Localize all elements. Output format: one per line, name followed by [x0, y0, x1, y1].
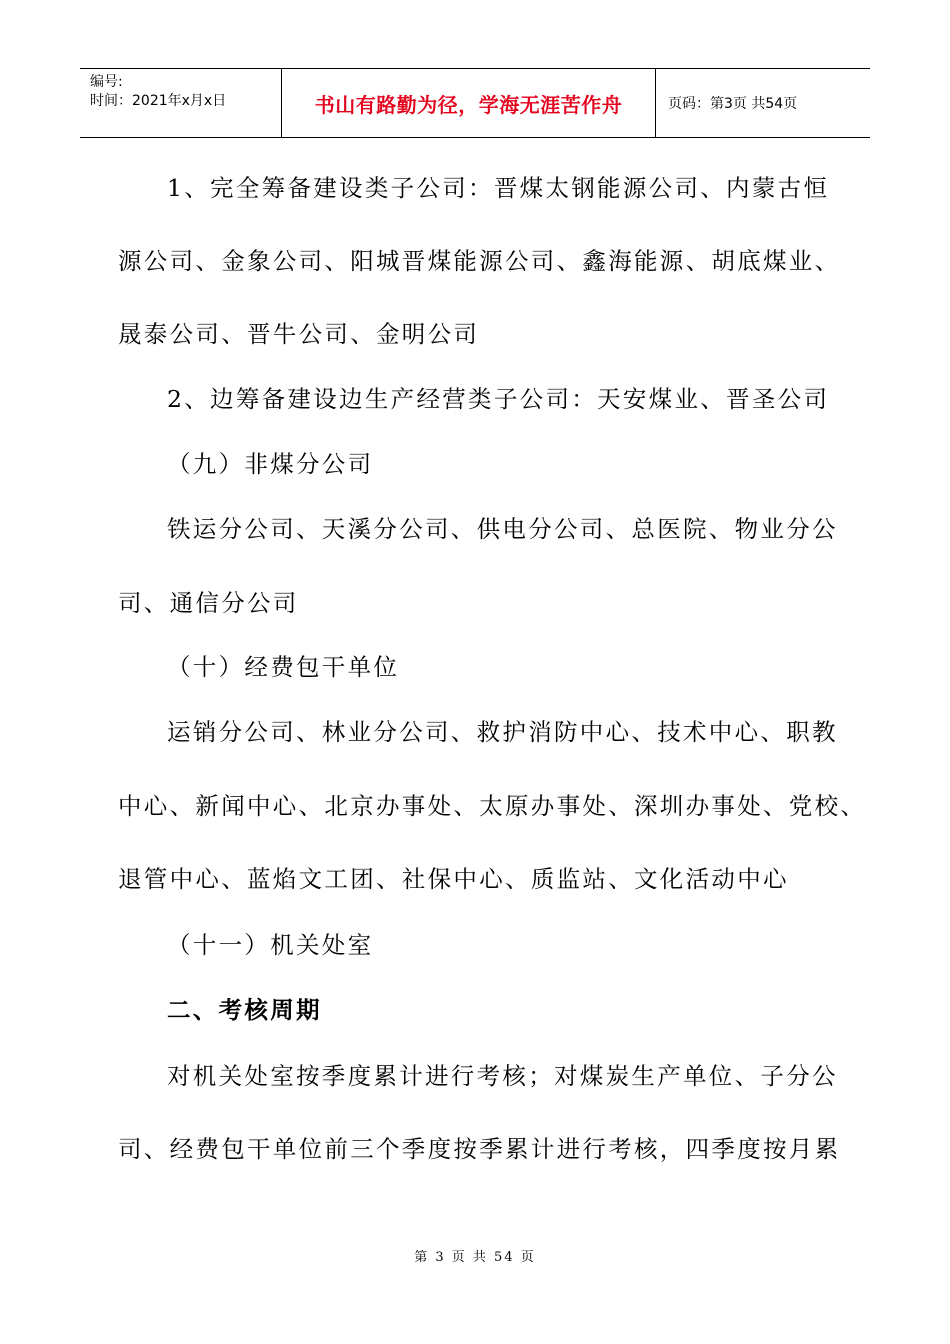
paragraph-line: 1、完全筹备建设类子公司：晋煤太钢能源公司、内蒙古恒	[167, 174, 830, 202]
paragraph-line: 司、通信分公司	[118, 589, 299, 617]
section-heading: （十一）机关处室	[167, 931, 374, 959]
header-meta	[80, 69, 282, 137]
paragraph-line: 司、经费包干单位前三个季度按季累计进行考核，四季度按月累	[118, 1135, 841, 1163]
section-heading: （十）经费包干单位	[167, 653, 400, 681]
section-heading: （九）非煤分公司	[167, 450, 374, 478]
paragraph-line: 对机关处室按季度累计进行考核；对煤炭生产单位、子分公	[167, 1062, 838, 1090]
paragraph-line: 中心、新闻中心、北京办事处、太原办事处、深圳办事处、党校、	[118, 792, 867, 820]
paragraph-line: 铁运分公司、天溪分公司、供电分公司、总医院、物业分公	[167, 515, 838, 543]
header-page-label: 页码：第3页 共54页	[668, 96, 798, 112]
header-motto-cell	[282, 69, 656, 137]
paragraph-line: 2、边筹备建设边生产经营类子公司：天安煤业、晋圣公司	[167, 385, 830, 413]
number-label: 编号:	[90, 74, 123, 90]
page-header	[80, 68, 870, 138]
page-footer: 第 3 页 共 54 页	[414, 1250, 536, 1265]
chapter-heading: 二、考核周期	[167, 996, 322, 1024]
paragraph-line: 源公司、金象公司、阳城晋煤能源公司、鑫海能源、胡底煤业、	[118, 247, 841, 275]
time-label: 时间：2021年x月x日	[90, 93, 227, 109]
paragraph-line: 退管中心、蓝焰文工团、社保中心、质监站、文化活动中心	[118, 865, 789, 893]
header-motto: 书山有路勤为径，学海无涯苦作舟	[314, 92, 623, 117]
paragraph-line: 运销分公司、林业分公司、救护消防中心、技术中心、职教	[167, 718, 838, 746]
paragraph-line: 晟泰公司、晋牛公司、金明公司	[118, 320, 480, 348]
header-page-cell	[656, 69, 870, 137]
